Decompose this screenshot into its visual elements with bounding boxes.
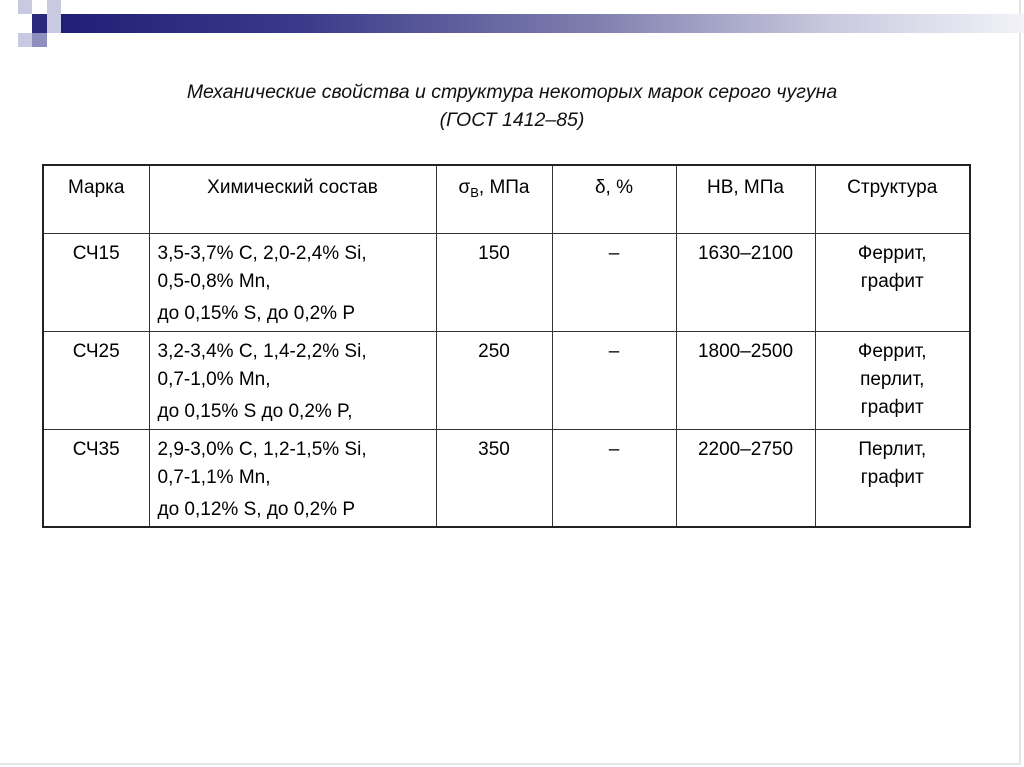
structure-line: Феррит,: [857, 242, 927, 264]
composition-line: 0,5-0,8% Mn,: [157, 270, 271, 292]
composition-line: 0,7-1,0% Mn,: [157, 368, 271, 390]
sigma-unit: , МПа: [478, 177, 530, 198]
cell-grade: СЧ25: [43, 331, 149, 429]
header-grade: Марка: [43, 165, 149, 233]
table-row: [43, 331, 970, 429]
cell-grade: СЧ35: [43, 429, 149, 527]
cell-structure: [815, 331, 970, 429]
sigma-symbol: σ: [458, 177, 471, 198]
cell-hardness: 1630–2100: [676, 233, 815, 331]
cell-hardness: 2200–2750: [676, 429, 815, 527]
decor-square: [18, 0, 32, 14]
cell-composition: [149, 331, 436, 429]
composition-line: 3,5-3,7% С, 2,0-2,4% Si,: [157, 242, 367, 264]
cell-composition: [149, 429, 436, 527]
cell-elongation: –: [552, 429, 676, 527]
cell-tensile-strength: 150: [436, 233, 552, 331]
cell-tensile-strength: 250: [436, 331, 552, 429]
decor-square: [18, 33, 32, 47]
cell-structure: [815, 429, 970, 527]
composition-line: до 0,15% S до 0,2% P,: [157, 400, 353, 422]
decor-gradient-bar: [61, 14, 1024, 33]
structure-line: графит: [860, 396, 924, 418]
cell-hardness: 1800–2500: [676, 331, 815, 429]
table-row: [43, 233, 970, 331]
slide-title: [0, 78, 1024, 134]
structure-line: графит: [860, 466, 924, 488]
structure-line: Феррит,: [857, 340, 927, 362]
decor-square: [32, 33, 47, 47]
properties-table: [42, 164, 971, 528]
header-structure: Структура: [815, 165, 970, 233]
composition-line: до 0,12% S, до 0,2% P: [157, 498, 356, 520]
cell-structure: [815, 233, 970, 331]
structure-line: перлит,: [860, 368, 925, 390]
header-elongation: δ, %: [552, 165, 676, 233]
cell-grade: СЧ15: [43, 233, 149, 331]
decor-square: [47, 14, 61, 33]
decor-square: [32, 14, 47, 33]
composition-line: 0,7-1,1% Mn,: [157, 466, 271, 488]
structure-line: графит: [860, 270, 924, 292]
decorative-header: [0, 0, 1024, 60]
cell-tensile-strength: 350: [436, 429, 552, 527]
structure-line: Перлит,: [858, 438, 927, 460]
header-hardness: НВ, МПа: [676, 165, 815, 233]
composition-line: 3,2-3,4% С, 1,4-2,2% Si,: [157, 340, 367, 362]
cell-elongation: –: [552, 331, 676, 429]
table-row: [43, 429, 970, 527]
composition-line: до 0,15% S, до 0,2% P: [157, 302, 356, 324]
header-composition: Химический состав: [149, 165, 436, 233]
table-header-row: [43, 165, 970, 233]
cell-composition: [149, 233, 436, 331]
header-tensile-strength: [436, 165, 552, 233]
title-line-2: (ГОСТ 1412–85): [439, 109, 585, 131]
composition-line: 2,9-3,0% С, 1,2-1,5% Si,: [157, 438, 367, 460]
title-line-1: Механические свойства и структура некоторых марок серого чугуна: [186, 81, 838, 103]
cell-elongation: –: [552, 233, 676, 331]
sigma-subscript: В: [470, 185, 479, 200]
decor-square: [47, 0, 61, 14]
